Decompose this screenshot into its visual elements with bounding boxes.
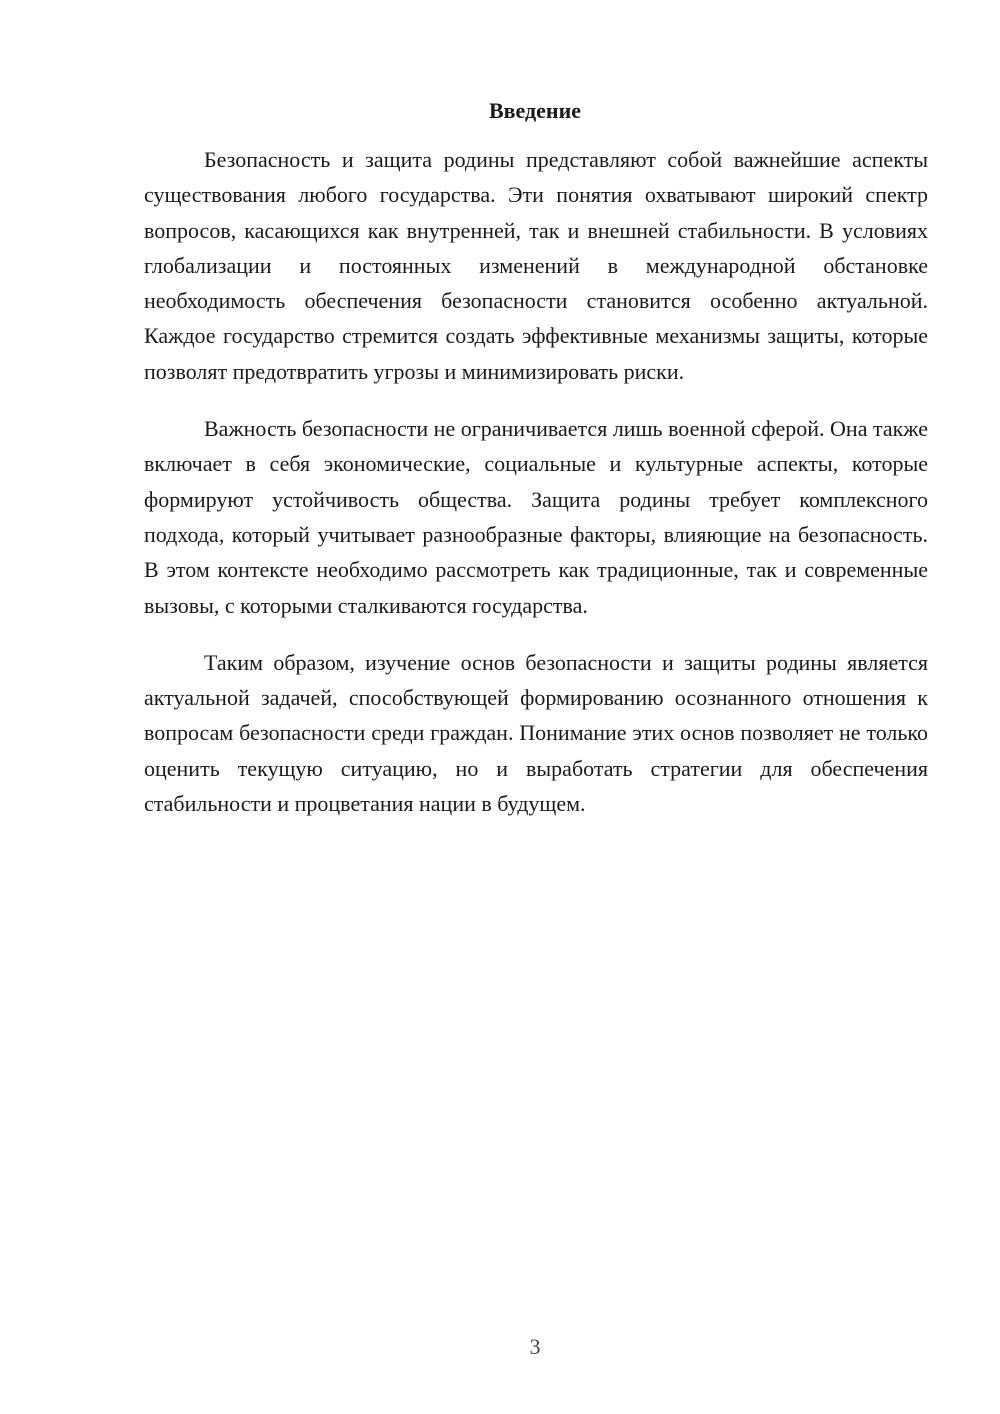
page-number: 3 <box>529 1334 541 1359</box>
paragraph-3: Таким образом, изучение основ безопасности и защиты родины является актуальной задачей, способствующей формированию осознанного отношения к вопросам безопасности среди граждан. Понимание этих основ позволяет не только оценить текущую ситуацию, но и выработать стратегии для обеспечения стабильности и процветания нации в будущем. <box>144 649 928 817</box>
paragraph-1: Безопасность и защита родины представляют собой важнейшие аспекты существования любого государства. Эти понятия охватывают широкий спектр вопросов, касающихся как внутренней, так и внешней стабильности. В условиях глобализации и постоянных изменений в международной обстановке необходимость обеспечения безопасности становится особенно актуальной. Каждое государство стремится создать эффективные механизмы защиты, которые позволят предотвратить угрозы и минимизировать риски. <box>144 147 928 384</box>
document-body <box>144 142 928 843</box>
section-title: Введение <box>488 98 582 123</box>
paragraph-2: Важность безопасности не ограничивается лишь военной сферой. Она также включает в себя экономические, социальные и культурные аспекты, которые формируют устойчивость общества. Защита родины требует комплексного подхода, который учитывает разнообразные факторы, влияющие на безопасность. В этом контексте необходимо рассмотреть как традиционные, так и современные вызовы, с которыми сталкиваются государства. <box>144 416 928 618</box>
